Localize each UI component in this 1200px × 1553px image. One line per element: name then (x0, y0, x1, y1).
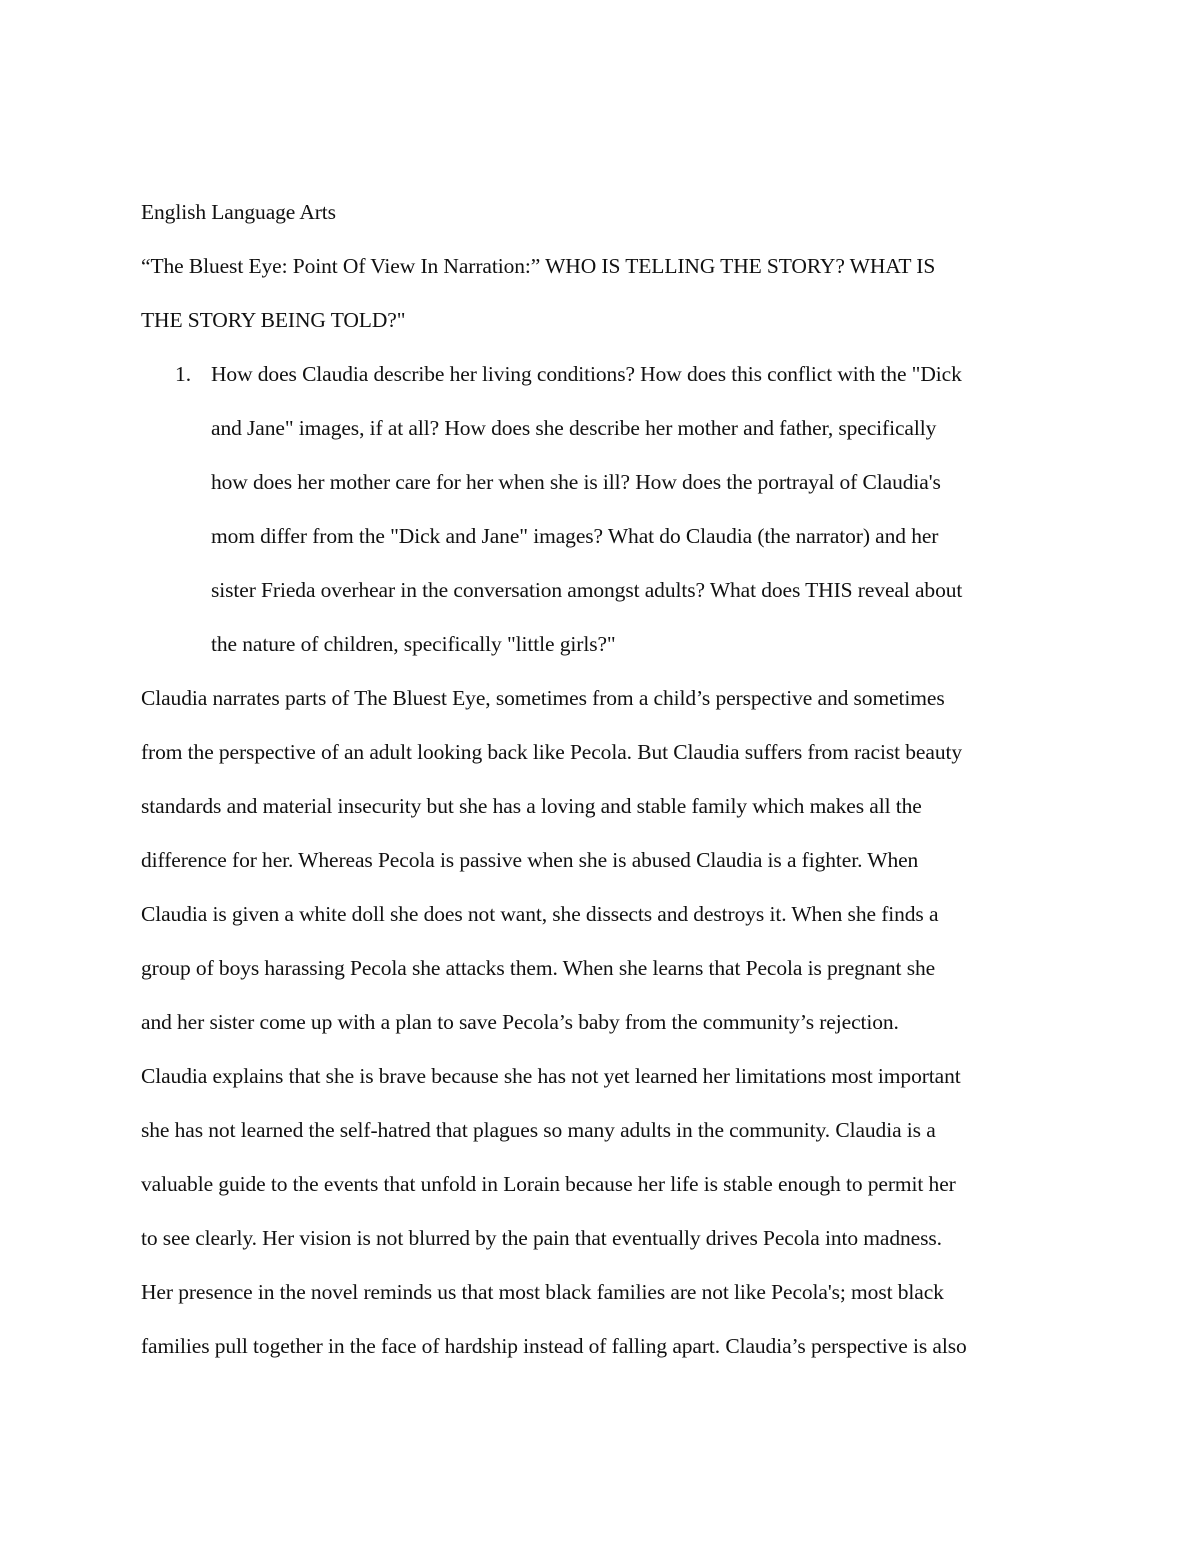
question-line-4: mom differ from the "Dick and Jane" images? What do Claudia (the narrator) and her (211, 524, 939, 548)
question-number: 1. (175, 362, 192, 386)
answer-line: standards and material insecurity but she has a loving and stable family which makes all the (141, 794, 922, 818)
answer-line: from the perspective of an adult looking back like Pecola. But Claudia suffers from racist beauty (141, 740, 962, 764)
answer-line: valuable guide to the events that unfold in Lorain because her life is stable enough to permit her (141, 1172, 956, 1196)
assignment-heading-line-2: THE STORY BEING TOLD?" (141, 308, 406, 332)
answer-line: Claudia is given a white doll she does not want, she dissects and destroys it. When she finds a (141, 902, 939, 926)
course-title: English Language Arts (141, 200, 336, 224)
answer-line: to see clearly. Her vision is not blurred by the pain that eventually drives Pecola into madness. (141, 1226, 942, 1250)
answer-line: families pull together in the face of hardship instead of falling apart. Claudia’s perspective is also (141, 1334, 967, 1358)
answer-line: and her sister come up with a plan to save Pecola’s baby from the community’s rejection. (141, 1010, 899, 1034)
assignment-heading-line-1: “The Bluest Eye: Point Of View In Narration:” WHO IS TELLING THE STORY? WHAT IS (141, 254, 936, 278)
answer-line: group of boys harassing Pecola she attacks them. When she learns that Pecola is pregnant she (141, 956, 936, 980)
question-line-1: How does Claudia describe her living conditions? How does this conflict with the "Dick (211, 362, 962, 386)
question-line-6: the nature of children, specifically "little girls?" (211, 632, 616, 656)
question-line-3: how does her mother care for her when she is ill? How does the portrayal of Claudia's (211, 470, 941, 494)
answer-line: Claudia narrates parts of The Bluest Eye, sometimes from a child’s perspective and sometimes (141, 686, 945, 710)
answer-line: Claudia explains that she is brave because she has not yet learned her limitations most important (141, 1064, 961, 1088)
question-line-2: and Jane" images, if at all? How does she describe her mother and father, specifically (211, 416, 937, 440)
answer-line: difference for her. Whereas Pecola is passive when she is abused Claudia is a fighter. When (141, 848, 919, 872)
answer-line: she has not learned the self-hatred that plagues so many adults in the community. Claudia is a (141, 1118, 936, 1142)
answer-line: Her presence in the novel reminds us that most black families are not like Pecola's; most black (141, 1280, 944, 1304)
question-line-5: sister Frieda overhear in the conversation amongst adults? What does THIS reveal about (211, 578, 963, 602)
